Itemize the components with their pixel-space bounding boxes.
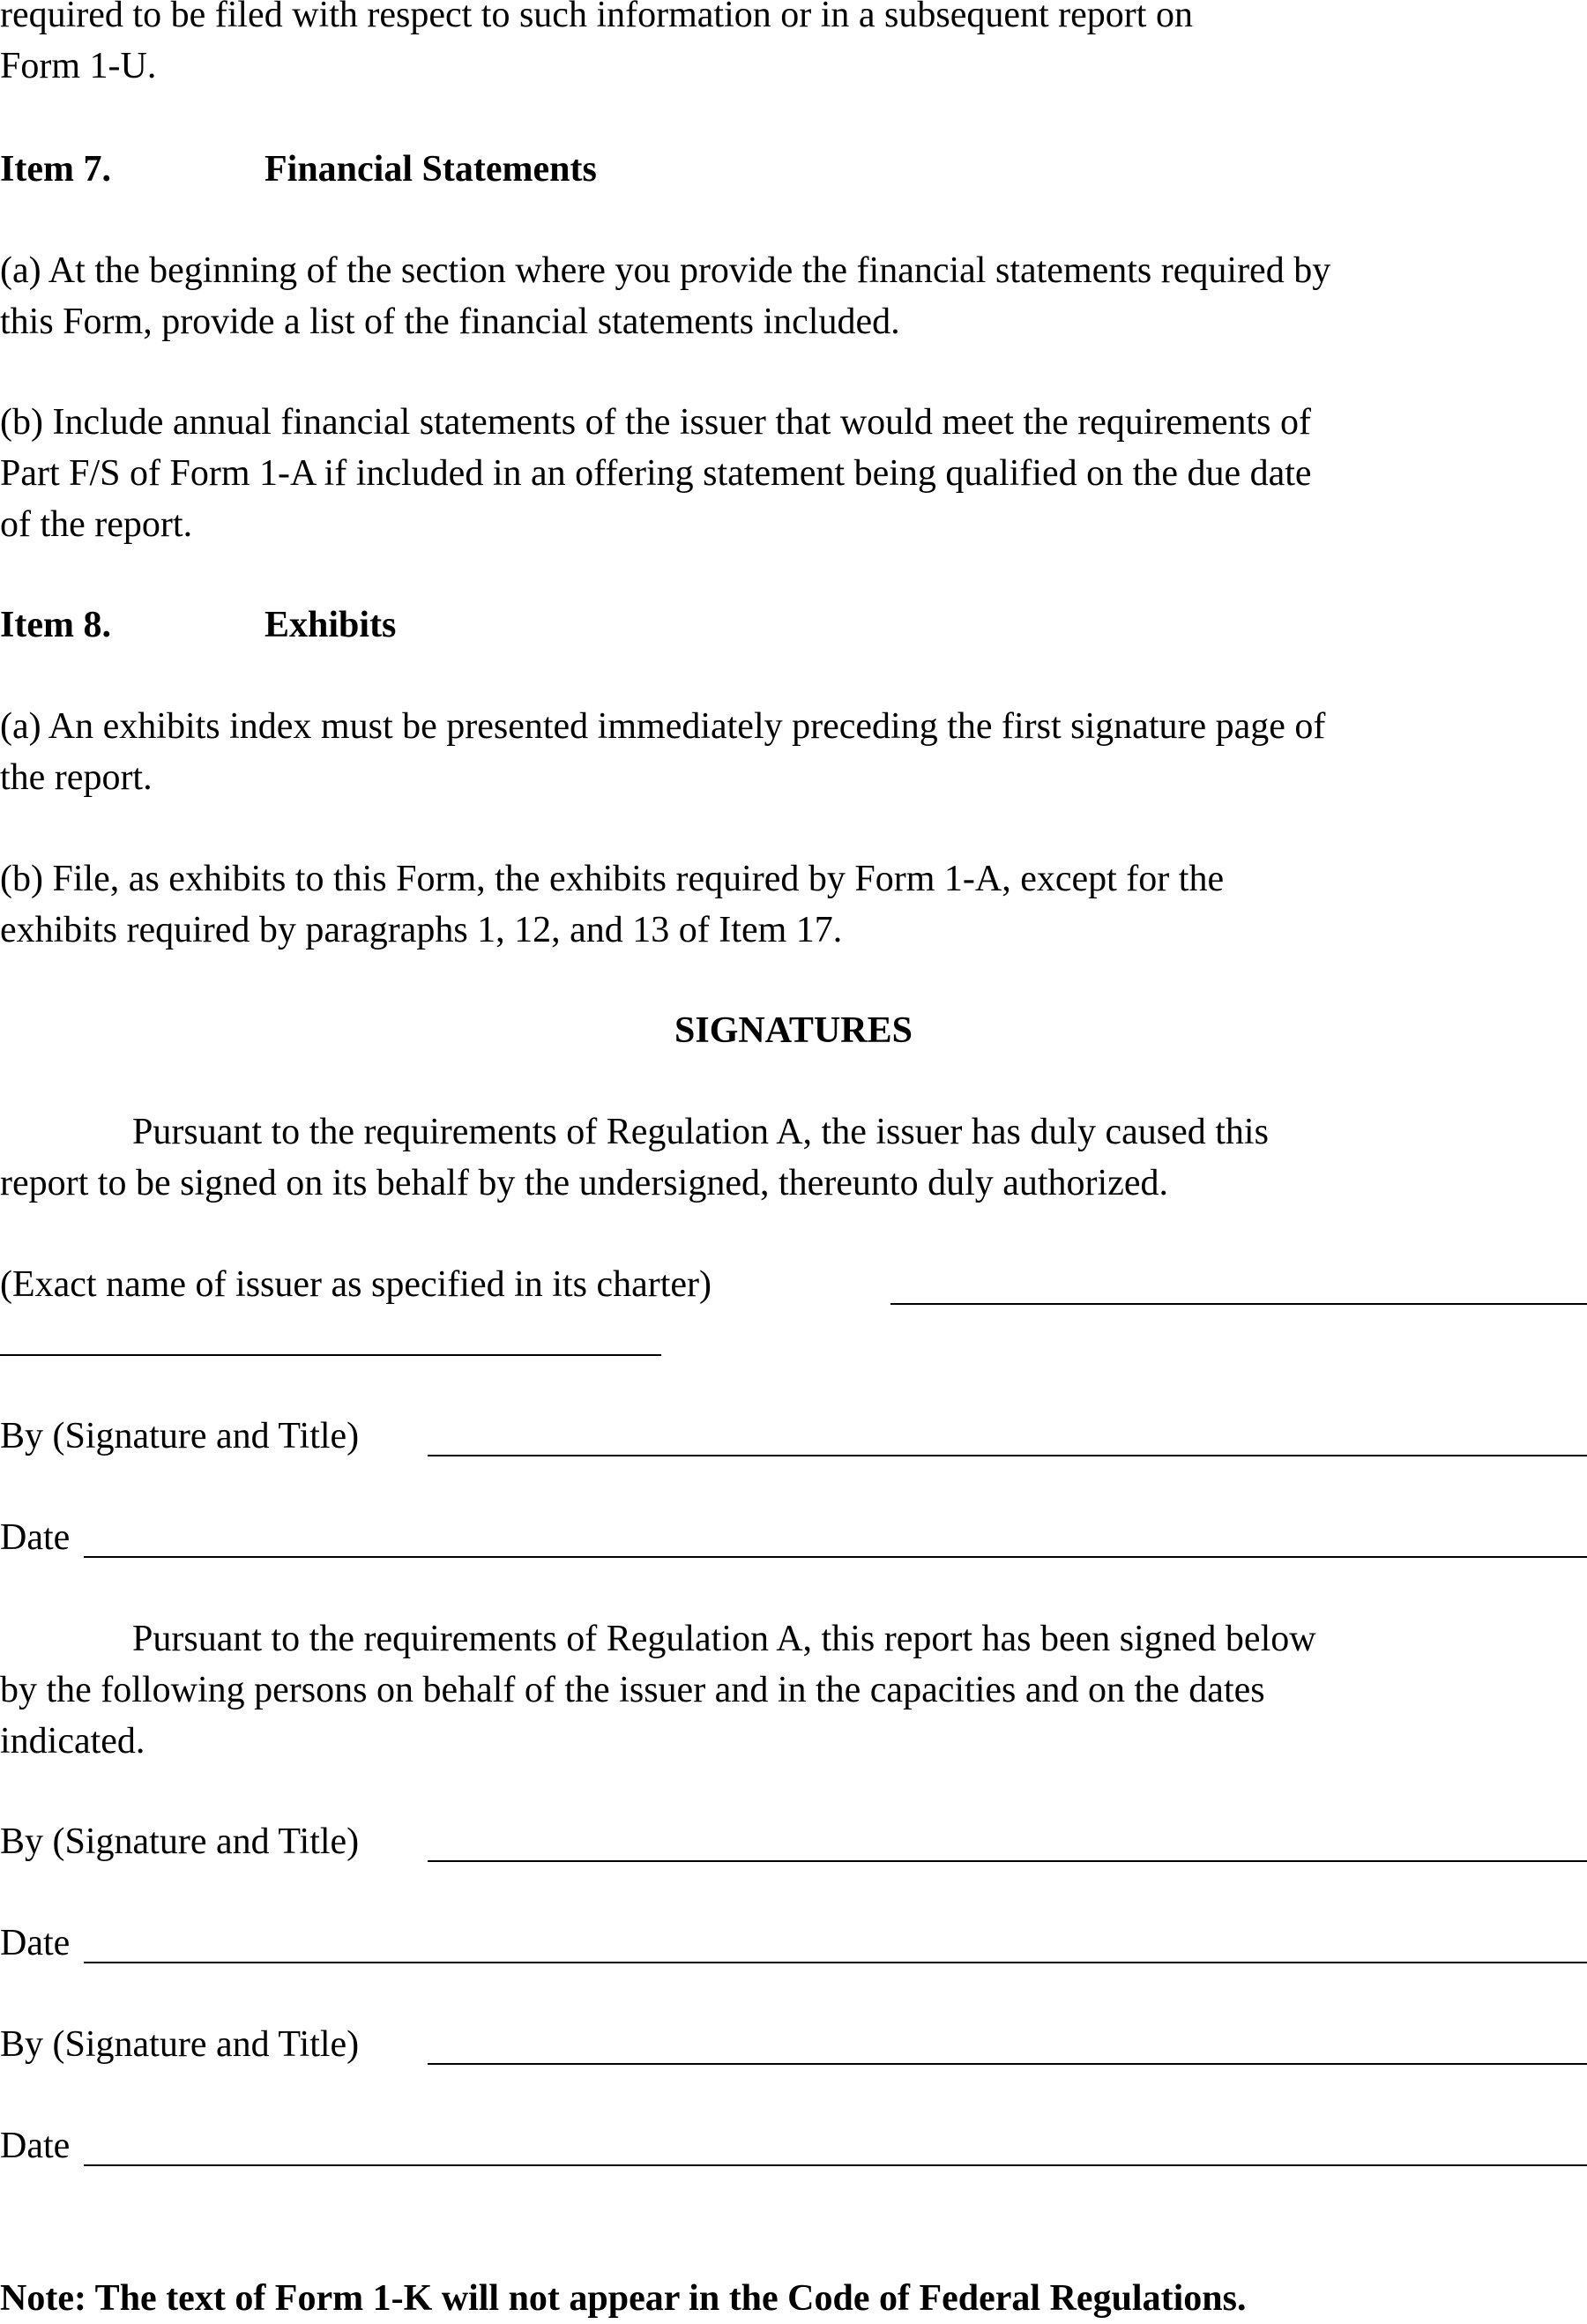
item-8-number: Item 8. bbox=[0, 605, 111, 645]
date-label-1: Date bbox=[0, 1517, 71, 1558]
item-7-a-line-1: (a) At the beginning of the section where you provide the financial statements required by bbox=[0, 250, 1331, 291]
by-signature-label-1: By (Signature and Title) bbox=[0, 1416, 360, 1456]
item-7-b-line-2: Part F/S of Form 1-A if included in an offering statement being qualified on the due date bbox=[0, 453, 1312, 494]
signature-field-1[interactable] bbox=[428, 1455, 1587, 1456]
signature-field-3[interactable] bbox=[428, 2063, 1587, 2065]
signatures-para-1-line-2: report to be signed on its behalf by the undersigned, thereunto duly authorized. bbox=[0, 1163, 1168, 1203]
date-field-1[interactable] bbox=[84, 1556, 1587, 1558]
item-7-title: Financial Statements bbox=[264, 149, 597, 190]
issuer-name-field[interactable] bbox=[890, 1303, 1587, 1305]
date-label-2: Date bbox=[0, 1923, 71, 1963]
item-8-a-line-1: (a) An exhibits index must be presented immediately preceding the first signature page of bbox=[0, 706, 1326, 747]
item-8-b-line-2: exhibits required by paragraphs 1, 12, and 13 of Item 17. bbox=[0, 910, 843, 950]
date-field-2[interactable] bbox=[84, 1962, 1587, 1963]
item-8-a-line-2: the report. bbox=[0, 757, 153, 798]
item-8-b-line-1: (b) File, as exhibits to this Form, the exhibits required by Form 1-A, except for the bbox=[0, 859, 1225, 899]
issuer-name-label: (Exact name of issuer as specified in its charter) bbox=[0, 1264, 712, 1305]
signatures-heading: SIGNATURES bbox=[674, 1010, 913, 1051]
item-7-b-line-1: (b) Include annual financial statements of the issuer that would meet the requirements of bbox=[0, 402, 1312, 443]
by-signature-label-3: By (Signature and Title) bbox=[0, 2024, 360, 2065]
signatures-para-2-line-2: by the following persons on behalf of the issuer and in the capacities and on the dates bbox=[0, 1670, 1265, 1710]
cfr-note: Note: The text of Form 1-K will not appear in the Code of Federal Regulations. bbox=[0, 2278, 1247, 2319]
signatures-para-2-line-3: indicated. bbox=[0, 1721, 145, 1762]
signatures-para-2-line-1: Pursuant to the requirements of Regulation A, this report has been signed below bbox=[132, 1619, 1316, 1659]
by-signature-label-2: By (Signature and Title) bbox=[0, 1821, 360, 1862]
intro-line-1: required to be filed with respect to such information or in a subsequent report on bbox=[0, 0, 1193, 35]
item-7-a-line-2: this Form, provide a list of the financial statements included. bbox=[0, 302, 900, 342]
date-field-3[interactable] bbox=[84, 2164, 1587, 2166]
item-7-b-line-3: of the report. bbox=[0, 504, 193, 545]
signature-field-2[interactable] bbox=[428, 1860, 1587, 1862]
item-7-number: Item 7. bbox=[0, 149, 111, 190]
issuer-name-field-continued[interactable] bbox=[0, 1354, 661, 1356]
item-8-title: Exhibits bbox=[264, 605, 397, 645]
intro-line-2: Form 1-U. bbox=[0, 46, 157, 86]
signatures-para-1-line-1: Pursuant to the requirements of Regulation A, the issuer has duly caused this bbox=[132, 1112, 1269, 1152]
date-label-3: Date bbox=[0, 2126, 71, 2166]
